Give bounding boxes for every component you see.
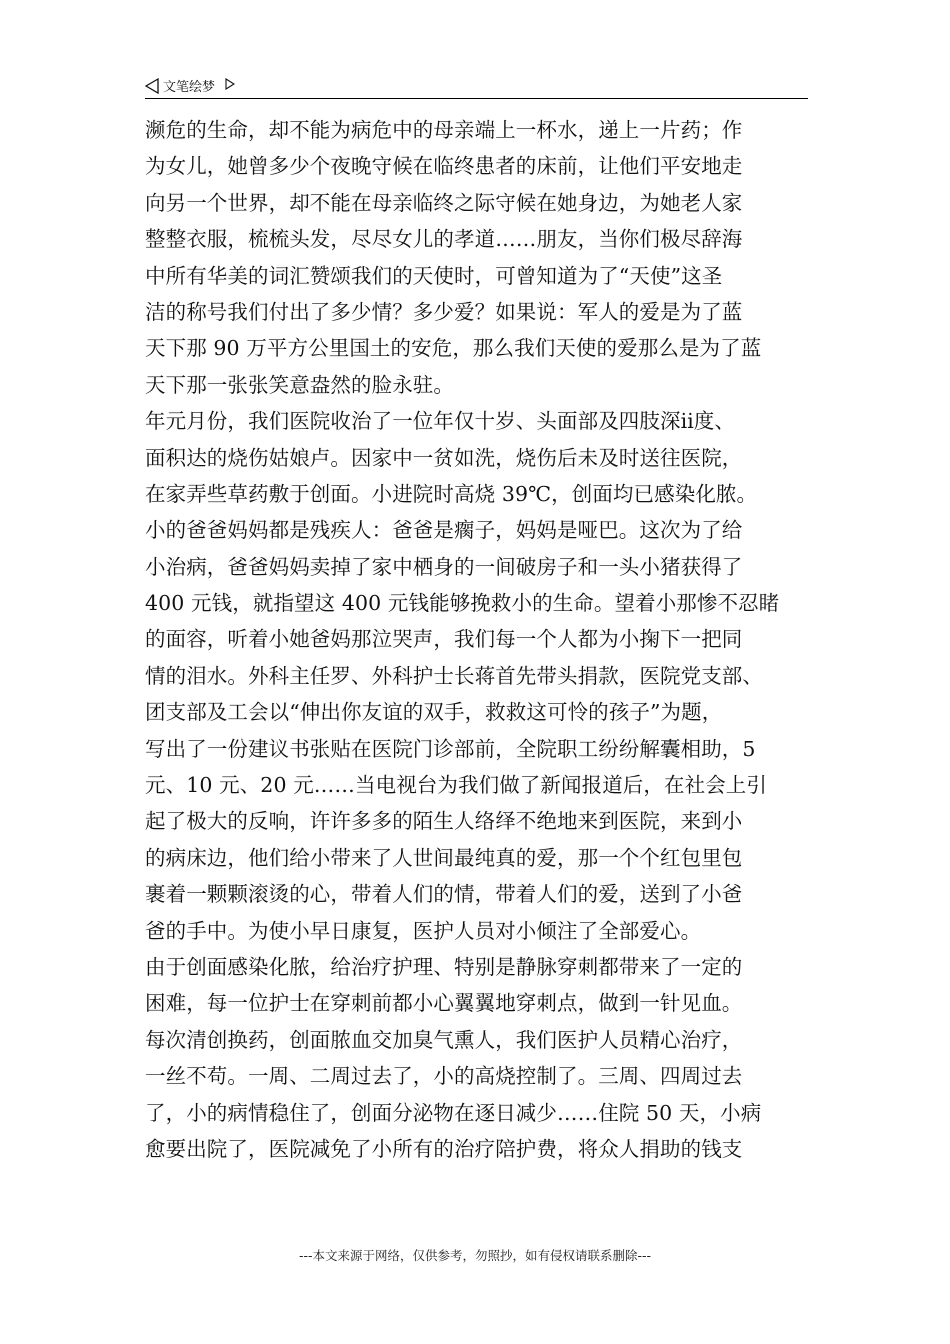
text-line: 年元月份，我们医院收治了一位年仅十岁、头面部及四肢深ⅱ度、 bbox=[145, 409, 736, 434]
text-line: 400 元钱，就指望这 400 元钱能够挽救小的生命。望着小那惨不忍睹 bbox=[145, 591, 780, 616]
text-line: 的病床边，他们给小带来了人世间最纯真的爱，那一个个红包里包 bbox=[145, 845, 743, 870]
article-body bbox=[145, 112, 813, 1167]
text-line: 在家弄些草药敷于创面。小进院时高烧 39℃，创面均已感染化脓。 bbox=[145, 481, 758, 506]
text-line: 团支部及工会以“伸出你友谊的双手，救救这可怜的孩子”为题， bbox=[145, 700, 723, 725]
text-line: 情的泪水。外科主任罗、外科护士长蒋首先带头捐款，医院党支部、 bbox=[145, 663, 763, 688]
header-row bbox=[145, 76, 235, 95]
text-line: 小治病，爸爸妈妈卖掉了家中栖身的一间破房子和一头小猪获得了 bbox=[145, 554, 743, 579]
page-header bbox=[145, 74, 808, 99]
text-line: 愈要出院了，医院减免了小所有的治疗陪护费，将众人捐助的钱支 bbox=[145, 1136, 743, 1161]
text-line: 为女儿，她曾多少个夜晚守候在临终患者的床前，让他们平安地走 bbox=[145, 154, 743, 179]
triangle-right-icon bbox=[225, 78, 235, 90]
text-line: 写出了一份建议书张贴在医院门诊部前，全院职工纷纷解囊相助，5 bbox=[145, 736, 756, 761]
text-line: 了，小的病情稳住了，创面分泌物在逐日减少……住院 50 天，小病 bbox=[145, 1100, 762, 1125]
text-line: 濒危的生命，却不能为病危中的母亲端上一杯水，递上一片药；作 bbox=[145, 118, 743, 142]
triangle-left-icon bbox=[145, 78, 159, 94]
text-line: 洁的称号我们付出了多少情？多少爱？如果说：军人的爱是为了蓝 bbox=[145, 299, 743, 324]
text-line: 向另一个世界，却不能在母亲临终之际守候在她身边，为她老人家 bbox=[145, 190, 743, 215]
text-line: 裹着一颗颗滚烫的心，带着人们的情，带着人们的爱，送到了小爸 bbox=[145, 882, 743, 907]
text-line: 一丝不苟。一周、二周过去了，小的高烧控制了。三周、四周过去 bbox=[145, 1064, 743, 1089]
text-line: 天下那 90 万平方公里国土的安危，那么我们天使的爱那么是为了蓝 bbox=[145, 336, 762, 361]
text-line: 起了极大的反响，许许多多的陌生人络绎不绝地来到医院，来到小 bbox=[145, 809, 743, 834]
header-title: 文笔绘梦 bbox=[163, 80, 216, 95]
text-line: 小的爸爸妈妈都是残疾人：爸爸是瘸子，妈妈是哑巴。这次为了给 bbox=[145, 518, 743, 543]
footer-disclaimer: ---本文来源于网络，仅供参考，勿照抄，如有侵权请联系删除--- bbox=[298, 1248, 652, 1263]
text-line: 整整衣服，梳梳头发，尽尽女儿的孝道……朋友，当你们极尽辞海 bbox=[145, 227, 743, 252]
text-line: 中所有华美的词汇赞颂我们的天使时，可曾知道为了“天使”这圣 bbox=[145, 263, 723, 288]
text-line: 爸的手中。为使小早日康复，医护人员对小倾注了全部爱心。 bbox=[145, 918, 702, 943]
text-line: 面积达的烧伤姑娘卢。因家中一贫如洗，烧伤后未及时送往医院， bbox=[145, 445, 743, 470]
text-line: 元、10 元、20 元……当电视台为我们做了新闻报道后，在社会上引 bbox=[145, 773, 768, 798]
text-line: 的面容，听着小她爸妈那泣哭声，我们每一个人都为小掬下一把同 bbox=[145, 627, 743, 652]
text-line: 困难，每一位护士在穿刺前都小心翼翼地穿刺点，做到一针见血。 bbox=[145, 991, 743, 1016]
text-line: 天下那一张张笑意盎然的脸永驻。 bbox=[145, 372, 454, 397]
text-line: 每次清创换药，创面脓血交加臭气熏人，我们医护人员精心治疗， bbox=[145, 1027, 743, 1052]
text-line: 由于创面感染化脓，给治疗护理、特别是静脉穿刺都带来了一定的 bbox=[145, 954, 743, 979]
